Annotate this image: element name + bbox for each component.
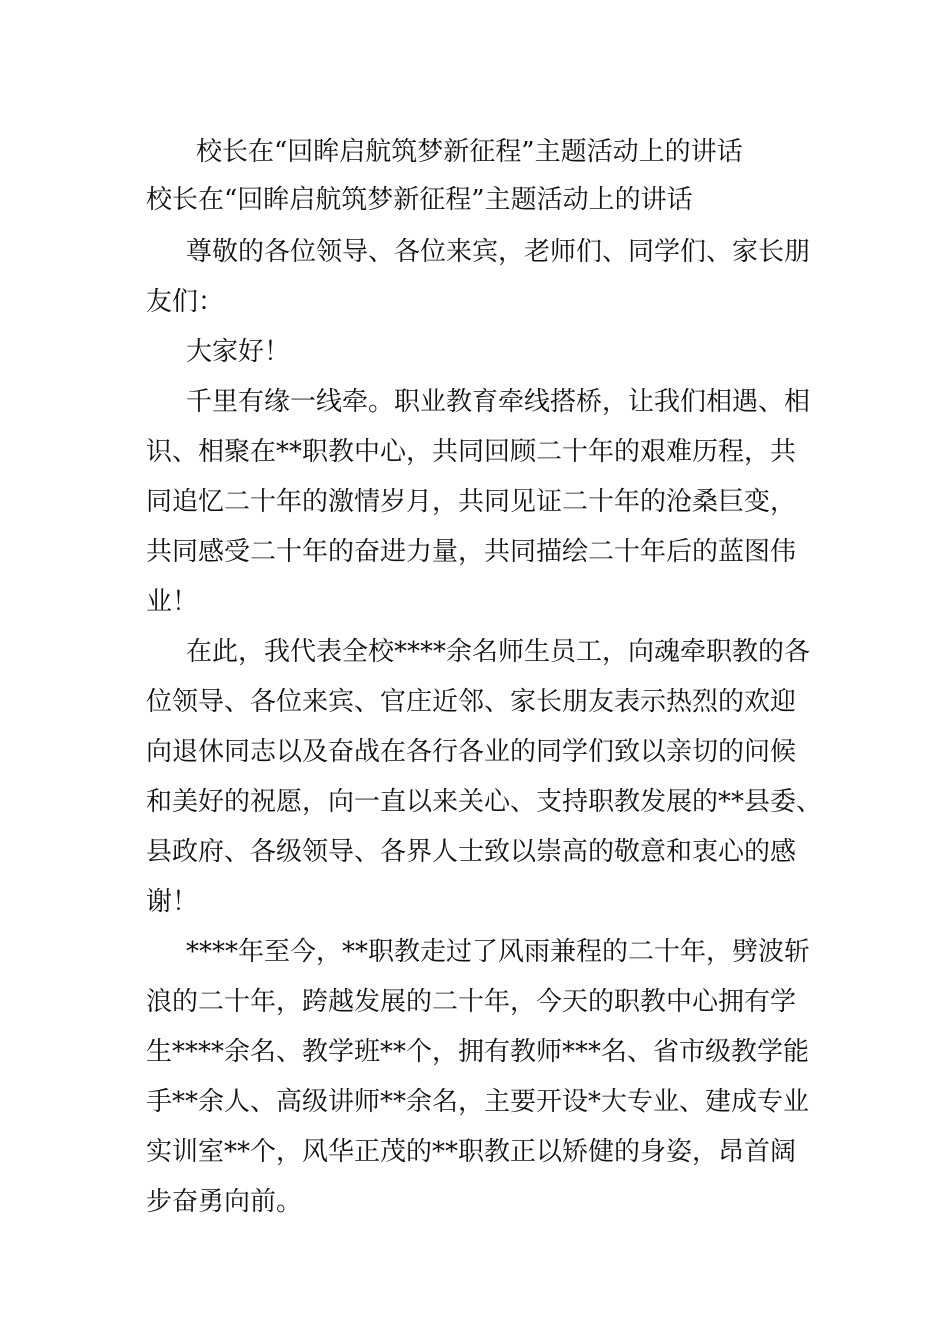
text-line: 同追忆二十年的激情岁月，共同见证二十年的沧桑巨变，: [146, 487, 797, 517]
document-body: [146, 227, 823, 1227]
paragraph: [146, 927, 810, 1227]
text-line: 谢！: [146, 887, 199, 917]
text-line: 手**余人、高级讲师**余名，主要开设*大专业、建成专业: [146, 1087, 810, 1117]
text-line: 实训室**个，风华正茂的**职教正以矫健的身姿，昂首阔: [146, 1137, 797, 1167]
document-subtitle: 校长在“回眸启航筑梦新征程”主题活动上的讲话: [146, 185, 693, 215]
document-title: 校长在“回眸启航筑梦新征程”主题活动上的讲话: [196, 137, 743, 167]
paragraph: [146, 227, 810, 327]
text-line: ****年至今，**职教走过了风雨兼程的二十年，劈波斩: [186, 937, 811, 967]
text-line: 尊敬的各位领导、各位来宾，老师们、同学们、家长朋: [186, 237, 811, 267]
text-line: 向退休同志以及奋战在各行各业的同学们致以亲切的问候: [146, 737, 797, 767]
text-line: 识、相聚在**职教中心，共同回顾二十年的艰难历程，共: [146, 437, 797, 467]
text-line: 步奋勇向前。: [146, 1187, 303, 1217]
paragraph: [146, 377, 810, 627]
text-line: 生****余名、教学班**个，拥有教师***名、省市级教学能: [146, 1037, 810, 1067]
text-line: 友们：: [146, 287, 225, 317]
text-line: 大家好！: [186, 337, 291, 367]
text-line: 共同感受二十年的奋进力量，共同描绘二十年后的蓝图伟: [146, 537, 797, 567]
text-line: 在此，我代表全校****余名师生员工，向魂牵职教的各: [186, 637, 811, 667]
text-line: 县政府、各级领导、各界人士致以崇高的敬意和衷心的感: [146, 837, 797, 867]
text-line: 和美好的祝愿，向一直以来关心、支持职教发展的**县委、: [146, 787, 823, 817]
paragraph: [146, 327, 810, 377]
text-line: 位领导、各位来宾、官庄近邻、家长朋友表示热烈的欢迎: [146, 687, 797, 717]
text-line: 浪的二十年，跨越发展的二十年，今天的职教中心拥有学: [146, 987, 797, 1017]
text-line: 业！: [146, 587, 199, 617]
text-line: 千里有缘一线牵。职业教育牵线搭桥，让我们相遇、相: [186, 387, 811, 417]
paragraph: [146, 627, 823, 927]
